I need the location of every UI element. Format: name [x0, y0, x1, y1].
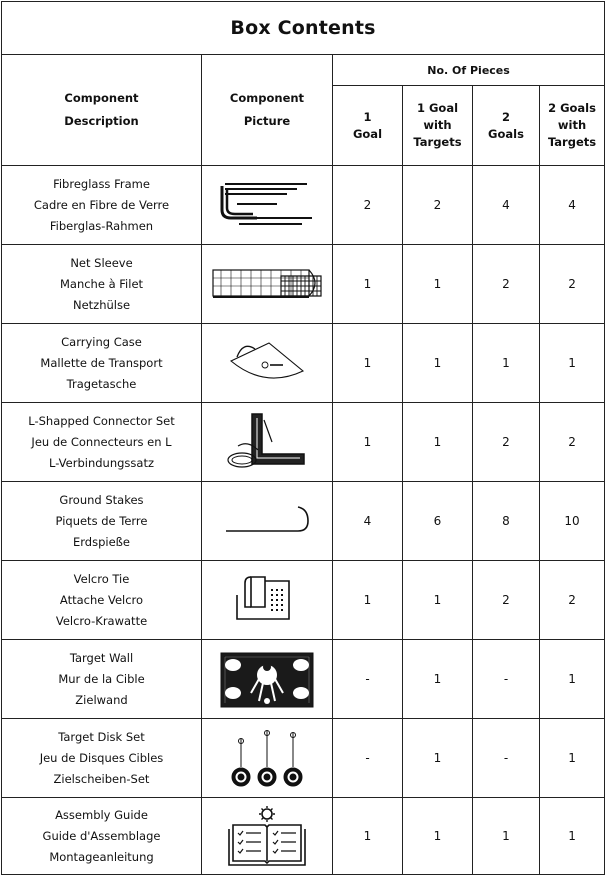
count-1-goal: - [333, 640, 403, 719]
count-1-goal-targets: 1 [403, 561, 473, 640]
count-1-goal-targets: 1 [403, 798, 473, 875]
count-1-goal: 1 [333, 798, 403, 875]
count-2-goals-targets: 1 [540, 719, 605, 798]
count-2-goals: 8 [473, 482, 540, 561]
count-2-goals: - [473, 640, 540, 719]
component-description: Carrying Case Mallette de Transport Tragetasche [2, 324, 202, 403]
count-1-goal: 2 [333, 166, 403, 245]
count-2-goals: 2 [473, 561, 540, 640]
count-1-goal-targets: 1 [403, 403, 473, 482]
header-col-2-goals-targets: 2 Goals with Targets [540, 86, 605, 166]
box-contents-table [1, 1, 605, 875]
component-description: Velcro Tie Attache Velcro Velcro-Krawatte [2, 561, 202, 640]
table-row [2, 245, 605, 324]
count-1-goal-targets: 1 [403, 324, 473, 403]
component-description: Net Sleeve Manche à Filet Netzhülse [2, 245, 202, 324]
count-1-goal: 1 [333, 403, 403, 482]
header-col-1-goal: 1 Goal [333, 86, 403, 166]
table-row [2, 719, 605, 798]
header-col-2-goals: 2 Goals [473, 86, 540, 166]
count-2-goals-targets: 2 [540, 403, 605, 482]
net-sleeve-icon [211, 266, 323, 302]
count-2-goals: 2 [473, 403, 540, 482]
header-component-picture: Component Picture [202, 55, 333, 166]
component-description: Assembly Guide Guide d'Assemblage Montageanleitung [2, 798, 202, 875]
table-row [2, 324, 605, 403]
count-2-goals: - [473, 719, 540, 798]
count-1-goal-targets: 1 [403, 640, 473, 719]
carrying-case-icon [225, 337, 309, 389]
count-1-goal: 1 [333, 245, 403, 324]
count-2-goals: 1 [473, 324, 540, 403]
ground-stake-icon [222, 501, 312, 541]
component-description: L-Shapped Connector Set Jeu de Connecteurs en L L-Verbindungssatz [2, 403, 202, 482]
table-row [2, 640, 605, 719]
velcro-tie-icon [229, 573, 305, 627]
connector-set-icon [224, 410, 310, 474]
header-col-1-goal-targets: 1 Goal with Targets [403, 86, 473, 166]
component-description: Target Wall Mur de la Cible Zielwand [2, 640, 202, 719]
count-1-goal-targets: 6 [403, 482, 473, 561]
count-2-goals-targets: 4 [540, 166, 605, 245]
count-2-goals: 4 [473, 166, 540, 245]
fibreglass-frame-icon [217, 180, 317, 230]
component-description: Target Disk Set Jeu de Disques Cibles Zielscheiben-Set [2, 719, 202, 798]
count-1-goal-targets: 1 [403, 245, 473, 324]
target-disk-icon [227, 727, 307, 789]
count-1-goal: 1 [333, 324, 403, 403]
count-1-goal: 4 [333, 482, 403, 561]
count-2-goals-targets: 10 [540, 482, 605, 561]
count-1-goal: - [333, 719, 403, 798]
count-2-goals: 2 [473, 245, 540, 324]
count-1-goal-targets: 2 [403, 166, 473, 245]
table-row [2, 403, 605, 482]
table-row [2, 798, 605, 875]
table-row [2, 166, 605, 245]
count-2-goals-targets: 1 [540, 798, 605, 875]
component-description: Ground Stakes Piquets de Terre Erdspieße [2, 482, 202, 561]
table-title: Box Contents [2, 2, 605, 55]
target-wall-icon [219, 649, 315, 709]
count-2-goals-targets: 2 [540, 245, 605, 324]
component-description: Fibreglass Frame Cadre en Fibre de Verre Fiberglas-Rahmen [2, 166, 202, 245]
header-no-of-pieces: No. Of Pieces [333, 55, 605, 86]
count-1-goal-targets: 1 [403, 719, 473, 798]
count-1-goal: 1 [333, 561, 403, 640]
header-component-description: Component Description [2, 55, 202, 166]
table-row [2, 561, 605, 640]
assembly-guide-icon [227, 805, 307, 867]
count-2-goals: 1 [473, 798, 540, 875]
count-2-goals-targets: 2 [540, 561, 605, 640]
table-row [2, 482, 605, 561]
count-2-goals-targets: 1 [540, 640, 605, 719]
count-2-goals-targets: 1 [540, 324, 605, 403]
